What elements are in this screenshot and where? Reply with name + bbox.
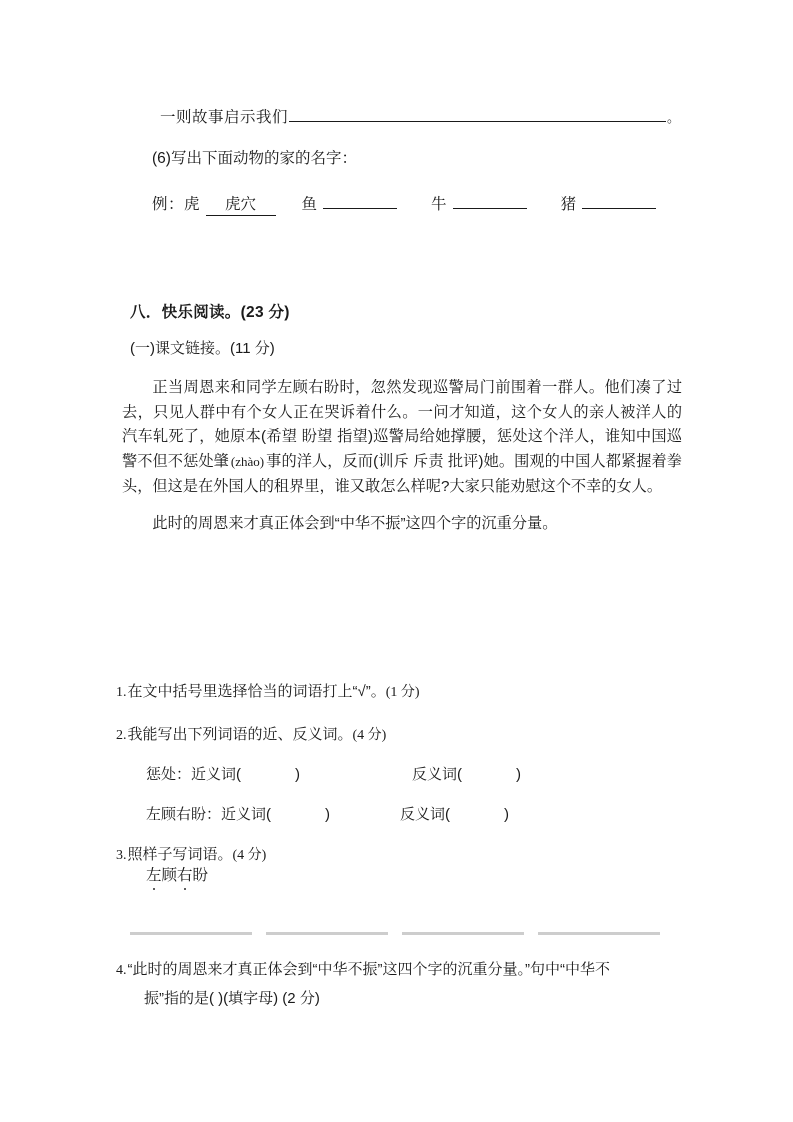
word-row-1-antonym-close: ) (516, 766, 522, 783)
section-subheading: (一)课文链接。(11 分) (130, 340, 275, 357)
sample-word-char-1: 左 (146, 863, 162, 885)
question-1 (116, 680, 420, 701)
question-2-text: 我能写出下列词语的近、反义词。 (127, 726, 353, 743)
section-heading: 八．快乐阅读。(23 分) (130, 304, 290, 321)
animal-label-tiger: 虎 (184, 196, 200, 213)
question-4 (116, 955, 682, 1014)
word-row-2-antonym-close: ) (504, 806, 510, 823)
word-row-2-synonym-close: ) (325, 806, 331, 823)
passage-p1-after: 事的洋人，反而(训斥 斥责 批评)她。围观的中国人都紧握着拳头，但这是在外国人的租界里，谁又敢怎么样呢?大家只能劝慰这个不幸的女人。 (122, 452, 682, 495)
word-row-1-synonym-close: ) (295, 766, 301, 783)
word-row-chengchu (146, 763, 521, 784)
item-6-prompt: (6)写出下面动物的家的名字： (152, 150, 357, 167)
word-row-2-word: 左顾右盼： (146, 806, 222, 823)
question-4-line-2[interactable]: 振”指的是( )(填字母) (2 分) (144, 990, 320, 1008)
reading-passage (122, 376, 682, 536)
word-row-1-word: 惩处： (146, 766, 192, 783)
animal-homes-row (152, 192, 656, 216)
sample-word (146, 863, 208, 885)
passage-paragraph-2: 此时的周恩来才真正体会到“中华不振”这四个字的沉重分量。 (152, 514, 558, 532)
answer-line-3[interactable] (402, 932, 524, 935)
answer-line-1[interactable] (130, 932, 252, 935)
question-1-text: 在文中括号里选择恰当的词语打上“√”。 (127, 683, 386, 700)
sample-word-char-2: 顾 (161, 867, 178, 884)
passage-p1-before: 正当周恩来和同学左顾右盼时，忽然发现巡警局门前围着一群人。他们凑了过去，只见人群中有个女人正在哭诉着什么。一问才知道，这个女人的亲人被洋人的汽车轧死了，她原本(希望 盼望 指望)巡警局给她撑腰，惩处这个洋人，谁知中国巡警不但不惩处肇 (122, 379, 682, 470)
question-2-number: 2. (116, 728, 127, 743)
question-3-text: 照样子写词语。 (127, 846, 233, 863)
word-row-zuoguyoupan (146, 803, 509, 824)
animal-answer-tiger[interactable]: 虎穴 (206, 192, 276, 216)
answer-line-4[interactable] (538, 932, 660, 935)
fill-in-sentence-rule[interactable] (289, 108, 666, 122)
question-3-number: 3. (116, 848, 127, 863)
word-row-2-antonym-label: 反义词( (400, 806, 451, 823)
word-row-1-antonym-label: 反义词( (412, 766, 463, 783)
question-3-score: (4 分) (232, 848, 267, 863)
passage-paragraph-1 (122, 376, 682, 499)
question-2-score: (4 分) (352, 728, 387, 743)
question-2 (116, 723, 386, 744)
answer-line-2[interactable] (266, 932, 388, 935)
animal-answer-fish[interactable] (323, 192, 397, 209)
answer-lines-group (130, 932, 660, 935)
fill-in-sentence-row (160, 105, 680, 127)
question-3 (116, 843, 266, 864)
sample-word-char-3: 右 (177, 863, 193, 885)
animal-label-fish: 鱼 (301, 196, 318, 213)
question-4-number: 4. (116, 963, 127, 978)
question-1-score: (1 分) (385, 685, 420, 700)
fill-in-sentence-punctuation: 。 (666, 110, 680, 125)
animal-answer-pig[interactable] (582, 192, 656, 209)
question-4-line-1: “此时的周恩来才真正体会到“中华不振”这四个字的沉重分量。”句中“中华不 (127, 961, 610, 978)
animal-answer-ox[interactable] (453, 192, 527, 209)
animal-label-ox: 牛 (431, 196, 447, 213)
word-row-1-synonym-label: 近义词( (191, 766, 242, 783)
fill-in-sentence-lead: 一则故事启示我们 (160, 109, 289, 126)
animal-label-pig: 猪 (560, 196, 577, 213)
example-label: 例： (152, 196, 185, 213)
passage-p1-pinyin: (zhào) (230, 453, 265, 469)
question-1-number: 1. (116, 685, 127, 700)
word-row-2-synonym-label: 近义词( (221, 806, 272, 823)
sample-word-char-4: 盼 (192, 867, 209, 884)
